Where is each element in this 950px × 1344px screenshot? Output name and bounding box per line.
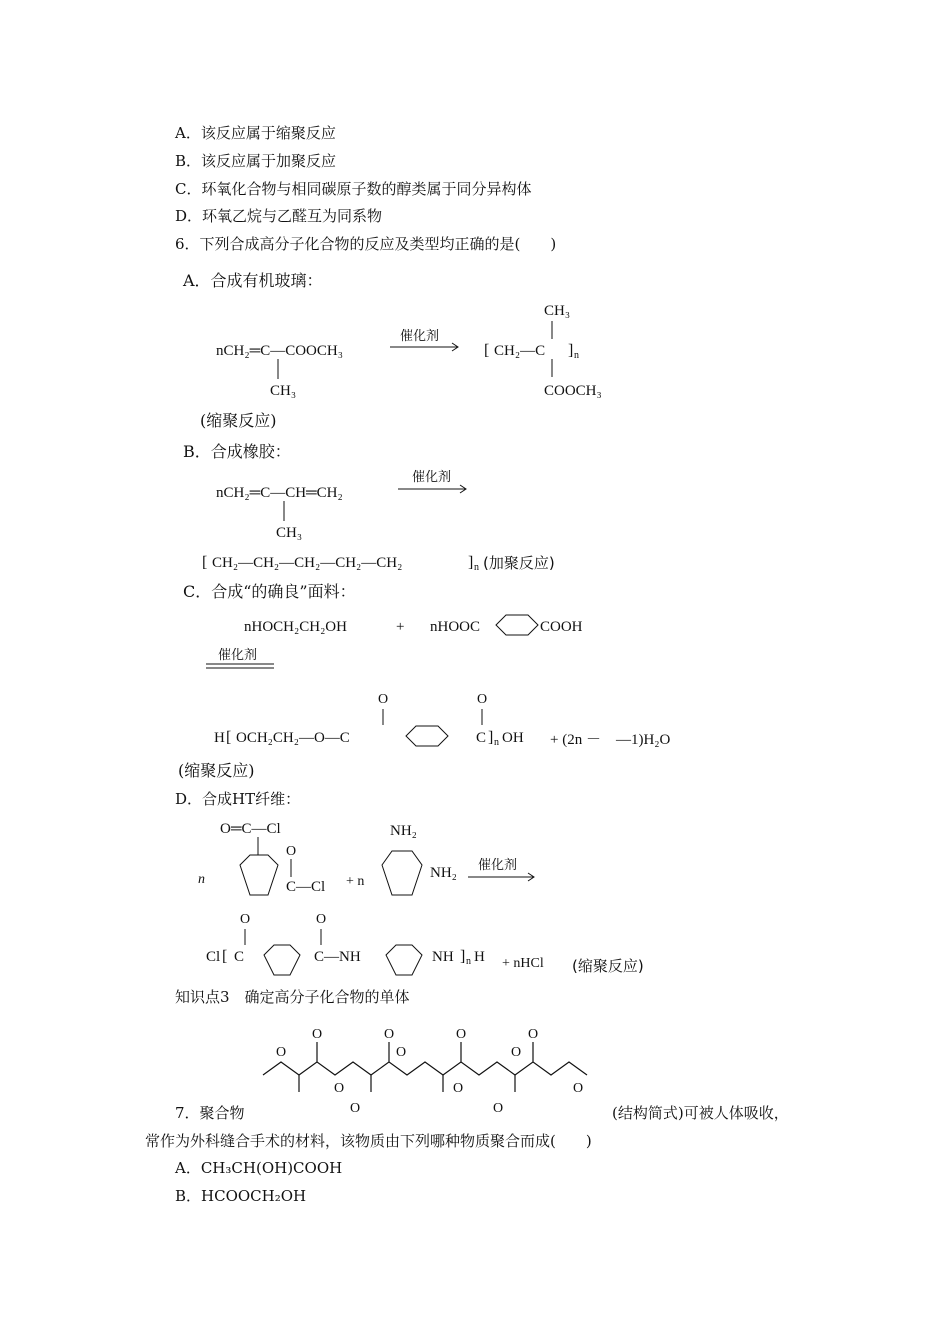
svg-text:]: ] [568,342,574,359]
q5-option-d: D．环氧乙烷与乙醛互为同系物 [175,207,383,225]
q6-c-product-c: C [476,730,487,746]
q6-d-reaction [190,815,690,985]
benzene-ring-icon [382,851,422,895]
q5-option-c: C．环氧化合物与相同碳原子数的醇类属于同分异构体 [175,180,532,198]
svg-text:O: O [276,1045,287,1060]
q6-c-product-chain: OCH₂CH₂—O—C [236,730,350,746]
svg-text:O: O [384,1027,395,1042]
svg-text:O: O [511,1045,522,1060]
benzene-ring-icon [264,945,300,975]
q6-c-reaction [200,605,740,765]
q6-c-water: + (2n － —1)H₂O [550,732,671,748]
q6-a-reactant: nCH₂═C—COOCH₃ [216,343,343,359]
svg-text:n: n [574,350,579,361]
benzene-ring-icon [240,855,278,895]
svg-text:O: O [334,1081,345,1096]
q6-c-reactant2-right: COOH [540,619,583,635]
svg-text:n: n [474,562,479,573]
svg-text:O: O [456,1027,467,1042]
q7-polymer-structure [255,1020,605,1120]
q6-b-type: (加聚反应) [483,554,555,572]
q6-option-c-label: C．合成“的确良”面料： [183,582,356,601]
q6-c-type: (缩聚反应) [178,761,255,780]
q6-a-catalyst: 催化剂 [400,329,440,344]
q6-c-product-oh: OH [502,730,524,746]
q6-a-reactant-sub: CH₃ [270,383,297,399]
q6-a-reaction [200,295,620,410]
q6-d-prod-cl: Cl [206,949,221,965]
q6-c-reactant2-left: nHOOC [430,619,481,635]
q6-d-amine-side: NH₂ [430,865,457,881]
benzene-ring-icon [406,726,448,746]
svg-text:O: O [286,844,297,859]
svg-text:O: O [477,692,488,707]
q6-d-catalyst: 催化剂 [478,858,518,873]
q6-option-b-label: B．合成橡胶： [183,442,291,461]
q7-stem-line2: 常作为外科缝合手术的材料，该物质由下列哪种物质聚合而成( ) [145,1132,592,1150]
svg-text:O: O [312,1027,323,1042]
q7-option-b: B．HCOOCH₂OH [175,1187,307,1205]
svg-text:n: n [466,956,471,967]
q6-d-plus-n: + n [346,874,365,889]
q7-stem-prefix: 7．聚合物 [175,1104,245,1122]
q6-d-type: (缩聚反应) [572,957,644,975]
svg-text:]: ] [488,729,494,746]
q6-a-type: (缩聚反应) [200,411,277,430]
q6-a-product-bottom: COOCH₃ [544,383,602,399]
svg-text:]: ] [460,948,466,965]
q6-d-hcl: + nHCl [502,956,544,971]
q6-d-acyl-side: C—Cl [286,879,326,895]
q6-a-product-top: CH₃ [544,303,571,319]
svg-text:O: O [378,692,389,707]
q7-stem-suffix: (结构简式)可被人体吸收， [612,1104,789,1122]
svg-text:n: n [494,737,499,748]
svg-text:[: [ [226,729,232,746]
q6-b-reactant-sub: CH₃ [276,525,303,541]
knowledge-point-heading: 知识点3 确定高分子化合物的单体 [175,988,410,1006]
q6-d-n: n [198,872,205,887]
svg-text:O: O [528,1027,539,1042]
svg-text:[: [ [484,342,490,359]
svg-text:[: [ [202,554,208,571]
q6-b-product: CH₂—CH₂—CH₂—CH₂—CH₂ [212,555,403,571]
q6-c-reactant1: nHOCH₂CH₂OH [244,619,347,635]
svg-text:O: O [316,912,327,927]
q7-option-a: A．CH₃CH(OH)COOH [175,1159,343,1177]
q6-c-plus: + [396,619,405,635]
q6-d-prod-h: H [474,949,485,965]
svg-text:O: O [396,1045,407,1060]
svg-text:O: O [453,1081,464,1096]
svg-text:]: ] [468,554,474,571]
q6-stem: 6．下列合成高分子化合物的反应及类型均正确的是( ) [175,235,557,253]
polymer-backbone [263,1042,587,1075]
q6-d-prod-nh: NH [432,949,454,965]
q6-option-d-label: D．合成HT纤维： [175,790,301,808]
q6-d-amine-top: NH₂ [390,823,417,839]
q6-d-prod-c1: C [234,949,245,965]
svg-text:O: O [493,1101,504,1116]
q6-b-reaction [200,465,620,575]
q5-option-a: A．该反应属于缩聚反应 [175,124,336,142]
svg-text:[: [ [222,948,228,965]
q6-d-prod-c2: C—NH [314,949,361,965]
q6-d-acyl-top: O═C—Cl [220,821,281,837]
q6-option-a-label: A．合成有机玻璃： [183,271,323,290]
svg-text:O: O [240,912,251,927]
q6-c-product-h: H [214,730,225,746]
svg-text:O: O [350,1101,361,1116]
q6-b-catalyst: 催化剂 [412,470,452,485]
svg-text:O: O [573,1081,584,1096]
q6-a-product: CH₂—C [494,343,546,359]
benzene-ring-icon [496,615,538,635]
q6-b-reactant: nCH₂═C—CH═CH₂ [216,485,343,501]
q6-c-catalyst: 催化剂 [218,648,258,663]
q5-option-b: B．该反应属于加聚反应 [175,152,337,170]
benzene-ring-icon [386,945,422,975]
